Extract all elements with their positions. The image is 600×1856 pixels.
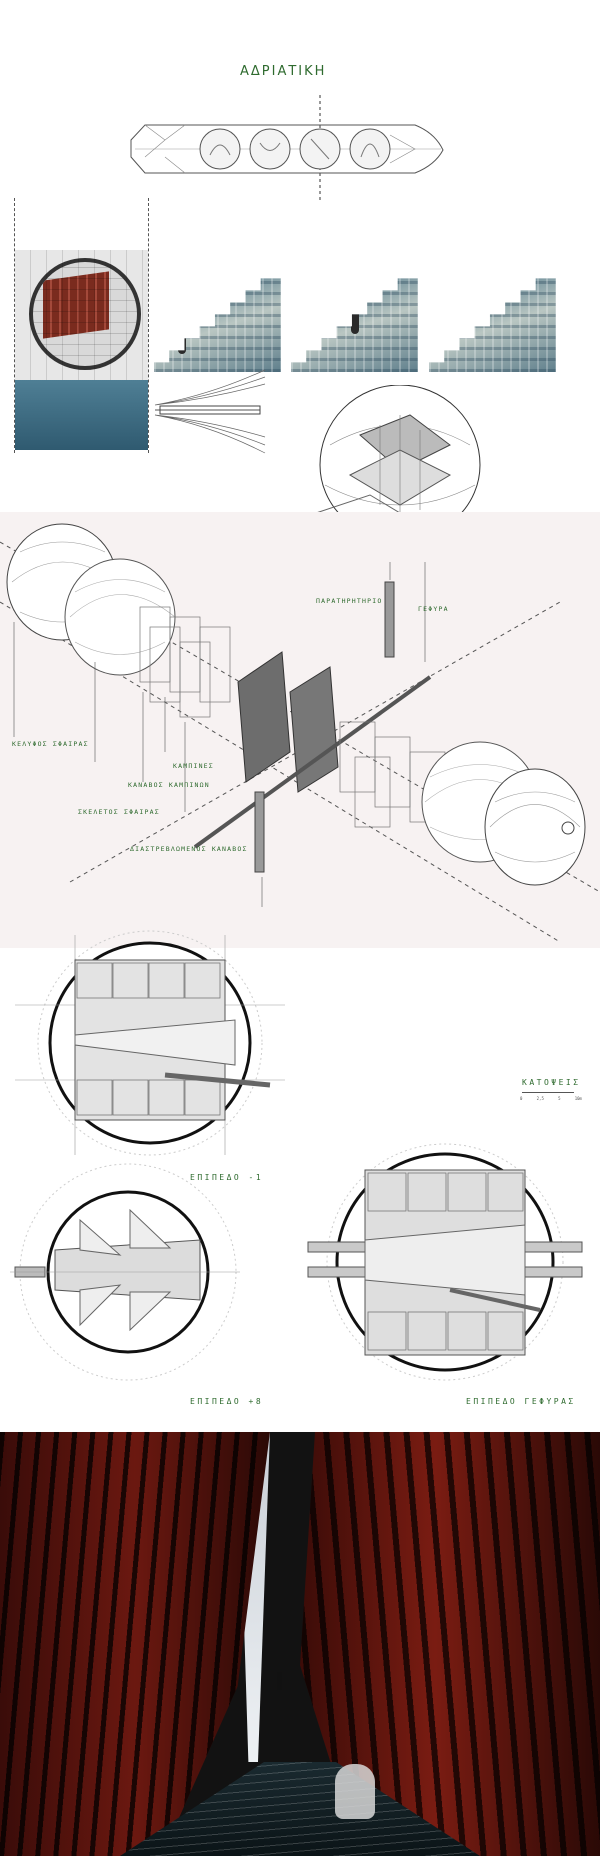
scale-mark-5: 5 [558,1096,561,1101]
scale-mark-2-5: 2,5 [536,1096,544,1101]
level-plus-8-label: ΕΠΙΠΕΔΟ +8 [190,1397,264,1406]
interior-render [0,1432,600,1856]
label-cabins: ΚΑΜΠΙΝΕΣ [173,762,214,770]
label-sphere-skeleton: ΣΚΕΛΕΤΟΣ ΣΦΑΙΡΑΣ [78,808,160,816]
scale-mark-0: 0 [520,1096,523,1101]
level-minus-1-label: ΕΠΙΠΕΔΟ -1 [190,1173,264,1182]
label-grid-extension: ΔΙΑΣΤΡΕΒΛΩΜΕΝΟΣ ΚΑΝΑΒΟΣ [130,845,248,853]
exploded-axonometric-drawing [0,512,600,948]
scale-bar [522,1092,574,1093]
collage-panel [429,252,556,372]
plan-level-plus-8-drawing [10,1160,240,1385]
dashed-guide [148,198,149,453]
label-sphere-shell: ΚΕΛΥΦΟΣ ΣΦΑΙΡΑΣ [12,740,89,748]
label-cabin-grid: ΚΑΝΑΒΟΣ ΚΑΜΠΙΝΩΝ [128,781,210,789]
plan-level-minus-1-drawing [15,925,285,1165]
scale-mark-10m: 10m [574,1096,582,1101]
ship-elevation-drawing [125,95,445,205]
label-observatory: ΠΑΡΑΤΗΡΗΤΗΡΙΟ [316,597,383,605]
plans-title: ΚΑΤΟΨΕΙΣ [522,1078,581,1087]
sphere-section-render [15,250,148,450]
level-bridge-label: ΕΠΙΠΕΔΟ ΓΕΦΥΡΑΣ [466,1397,576,1406]
elevation-fan-drawing [150,365,270,460]
plan-level-bridge-drawing [300,1140,590,1385]
label-bridge: ΓΕΦΥΡΑ [418,605,449,613]
page-title: ΑΔΡΙΑΤΙΚΗ [240,64,327,79]
scale-marks [520,1096,582,1101]
collage-panel [291,252,418,372]
collage-panel [154,252,281,372]
